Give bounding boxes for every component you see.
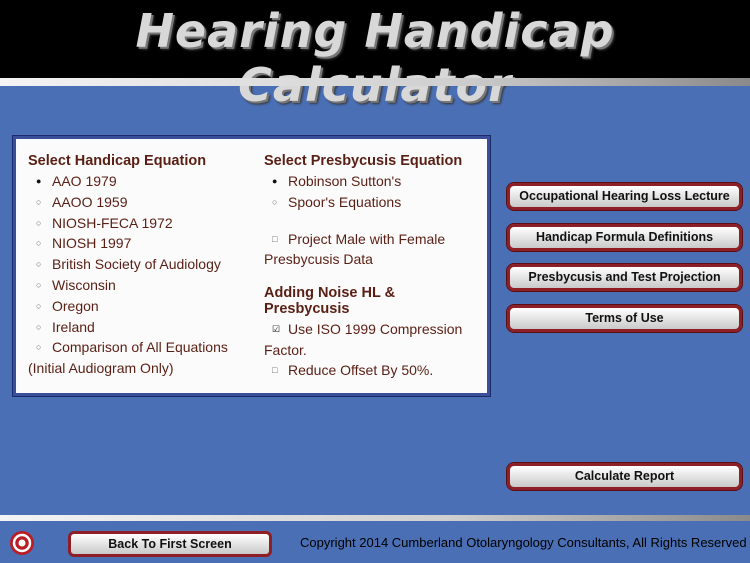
presbycusis-column: [264, 153, 479, 381]
radio-selected-icon[interactable]: ●: [36, 176, 42, 186]
app-title: Hearing Handicap: [135, 4, 615, 58]
handicap-option-aao1979[interactable]: [28, 171, 248, 192]
radio-icon[interactable]: ○: [36, 342, 42, 353]
handicap-option-aaoo1959[interactable]: [28, 192, 248, 213]
option-label: Wisconsin: [52, 276, 116, 293]
radio-icon[interactable]: ○: [36, 300, 42, 311]
radio-icon[interactable]: ○: [36, 238, 42, 249]
radio-icon[interactable]: ○: [272, 196, 278, 207]
handicap-option-comparison[interactable]: [28, 337, 248, 358]
checkbox-label: Reduce Offset By 50%.: [288, 362, 434, 379]
presbycusis-heading: Select Presbycusis Equation: [264, 153, 463, 169]
noise-heading: Adding Noise HL & Presbycusis: [264, 285, 396, 318]
radio-icon[interactable]: ○: [36, 321, 42, 332]
reduce-offset-checkbox[interactable]: [264, 360, 479, 381]
calculate-button[interactable]: Calculate Report: [507, 463, 742, 490]
lecture-button[interactable]: Occupational Hearing Loss Lecture: [507, 183, 742, 210]
option-label: Comparison of All Equations: [52, 339, 228, 356]
presbycusis-option-robinson[interactable]: [264, 171, 479, 192]
iso-compression-checkbox[interactable]: [264, 319, 479, 340]
checkbox-label: Use ISO 1999 Compression: [288, 321, 463, 338]
radio-icon[interactable]: ○: [36, 279, 42, 290]
checkbox-icon[interactable]: □: [272, 233, 278, 244]
radio-selected-icon[interactable]: ●: [272, 176, 278, 186]
radio-icon[interactable]: ○: [36, 217, 42, 228]
presbycusis-option-spoor[interactable]: [264, 192, 479, 213]
option-label: AAOO 1959: [52, 193, 128, 210]
back-button[interactable]: Back To First Screen: [68, 531, 272, 557]
handicap-option-wisconsin[interactable]: [28, 275, 248, 296]
checkbox-label-cont: Presbycusis Data: [264, 251, 373, 268]
terms-button[interactable]: Terms of Use: [507, 305, 742, 332]
comparison-note: (Initial Audiogram Only): [28, 360, 174, 377]
spacer: [264, 213, 479, 229]
title-bar: [0, 0, 750, 78]
checkbox-label-cont: Factor.: [264, 342, 307, 359]
checkbox-checked-icon[interactable]: ☑: [272, 324, 281, 335]
handicap-heading: Select Handicap Equation: [28, 153, 207, 169]
option-label: Robinson Sutton's: [288, 173, 402, 189]
spacer: [264, 269, 479, 285]
definitions-button[interactable]: Handicap Formula Definitions: [507, 224, 742, 251]
logo-icon: [9, 530, 35, 556]
handicap-option-niosh1997[interactable]: [28, 233, 248, 254]
handicap-option-oregon[interactable]: [28, 296, 248, 317]
title-divider: [0, 78, 750, 86]
handicap-option-bsa[interactable]: [28, 254, 248, 275]
handicap-option-niosh-feca[interactable]: [28, 213, 248, 234]
option-label: NIOSH 1997: [52, 235, 132, 252]
handicap-column: [28, 153, 248, 378]
handicap-option-ireland[interactable]: [28, 317, 248, 338]
options-panel: [13, 136, 490, 396]
option-label: Spoor's Equations: [288, 193, 402, 210]
option-label: NIOSH-FECA 1972: [52, 214, 173, 231]
radio-icon[interactable]: ○: [36, 259, 42, 270]
radio-icon[interactable]: ○: [36, 196, 42, 207]
option-label: British Society of Audiology: [52, 256, 221, 273]
checkbox-label: Project Male with Female: [288, 230, 446, 247]
option-label: Oregon: [52, 297, 99, 314]
option-label: AAO 1979: [52, 173, 117, 189]
option-label: Ireland: [52, 318, 95, 335]
projection-button[interactable]: Presbycusis and Test Projection: [507, 264, 742, 291]
copyright-text: Copyright 2014 Cumberland Otolaryngology Consultants, All Rights Reserved: [300, 535, 747, 550]
project-female-checkbox[interactable]: [264, 229, 479, 250]
checkbox-icon[interactable]: □: [272, 365, 278, 376]
